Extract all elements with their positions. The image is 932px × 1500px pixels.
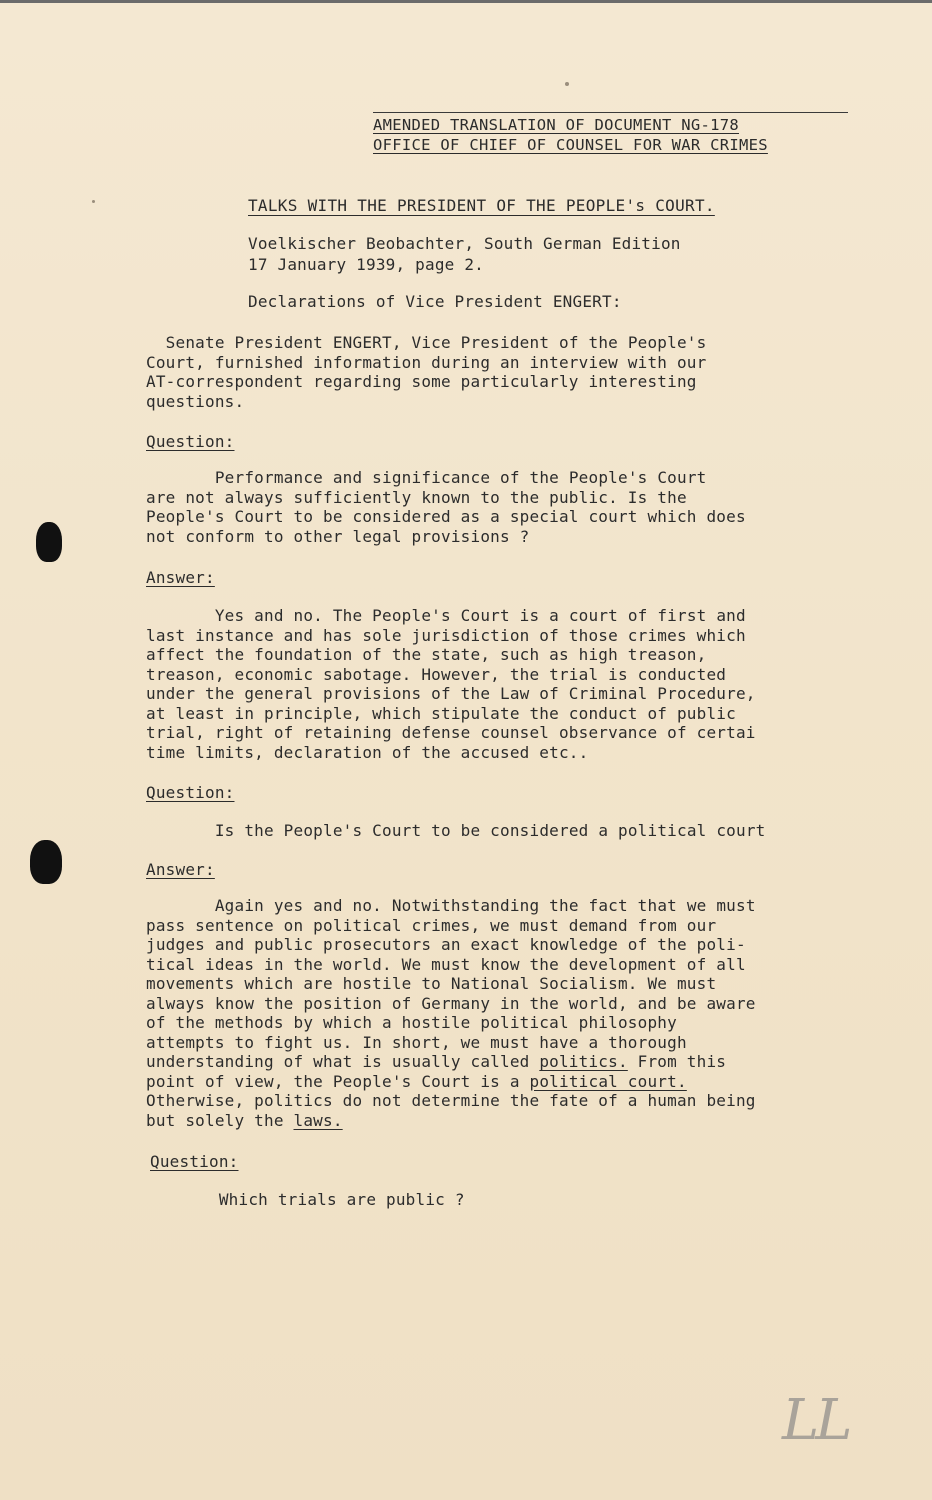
handwritten-initials: LL: [782, 1388, 849, 1453]
intro-paragraph: Senate President ENGERT, Vice President of the People's Court, furnished information during an interview with our AT-correspondent regarding some particularly interesting questions.: [146, 333, 707, 411]
source-citation: [248, 233, 681, 275]
document-title: TALKS WITH THE PRESIDENT OF THE PEOPLE's COURT.: [248, 196, 715, 215]
declarations-heading: Declarations of Vice President ENGERT:: [248, 292, 622, 311]
punch-hole: [36, 522, 62, 562]
page-top-edge: [0, 0, 932, 3]
answer-text-2: [146, 896, 866, 1130]
question-label-1: Question:: [146, 432, 235, 451]
speck: [92, 200, 95, 203]
punch-hole: [30, 840, 62, 884]
source-line-2: 17 January 1939, page 2.: [248, 255, 484, 274]
speck: [565, 82, 569, 86]
answer-text-2-part-c: Otherwise, politics do not determine the fate of a human being but solely the: [146, 1091, 756, 1130]
source-line-1: Voelkischer Beobachter, South German Edition: [248, 234, 681, 253]
question-text-3: Which trials are public ?: [150, 1190, 465, 1209]
underlined-politics: politics.: [539, 1052, 628, 1071]
question-text-1: Performance and significance of the People's Court are not always sufficiently known to the public. Is the People's Court to be considered as a special court which does not conform to other legal provisions ?: [146, 468, 746, 546]
answer-text-2-part-a: Again yes and no. Notwithstanding the fact that we must pass sentence on political crimes, we must demand from our judges and public prosecutors an exact knowledge of the poli- tical ideas in the world. We must know the development of all movements which are hostile to National Socialism. We must always know the position of Germany in the world, and be aware of the methods by which a hostile political philosophy attempts to fight us. In short, we must have a thorough understanding of what is usually called: [146, 896, 756, 1071]
header-line-2: OFFICE OF CHIEF OF COUNSEL FOR WAR CRIMES: [373, 136, 768, 154]
answer-label-1: Answer:: [146, 568, 215, 587]
answer-text-1: Yes and no. The People's Court is a court of first and last instance and has sole jurisdiction of those crimes which affect the foundation of the state, such as high treason, treason, economic sabotage. However, the trial is conducted under the general provisions of the Law of Criminal Procedure, at least in principle, which stipulate the conduct of public trial, right of retaining defense counsel observance of certai time limits, declaration of the accused etc..: [146, 606, 756, 762]
question-text-2: Is the People's Court to be considered a political court: [146, 821, 766, 840]
underlined-laws: laws.: [293, 1110, 343, 1130]
underlined-political-court: political court.: [529, 1071, 687, 1091]
document-header: [373, 112, 848, 155]
question-label-3: Question:: [150, 1152, 239, 1171]
answer-text-2-part-b: From this point of view, the People's Court is a: [146, 1052, 727, 1091]
question-label-2: Question:: [146, 783, 235, 802]
answer-label-2: Answer:: [146, 860, 215, 879]
header-line-1: AMENDED TRANSLATION OF DOCUMENT NG-178: [373, 112, 848, 135]
